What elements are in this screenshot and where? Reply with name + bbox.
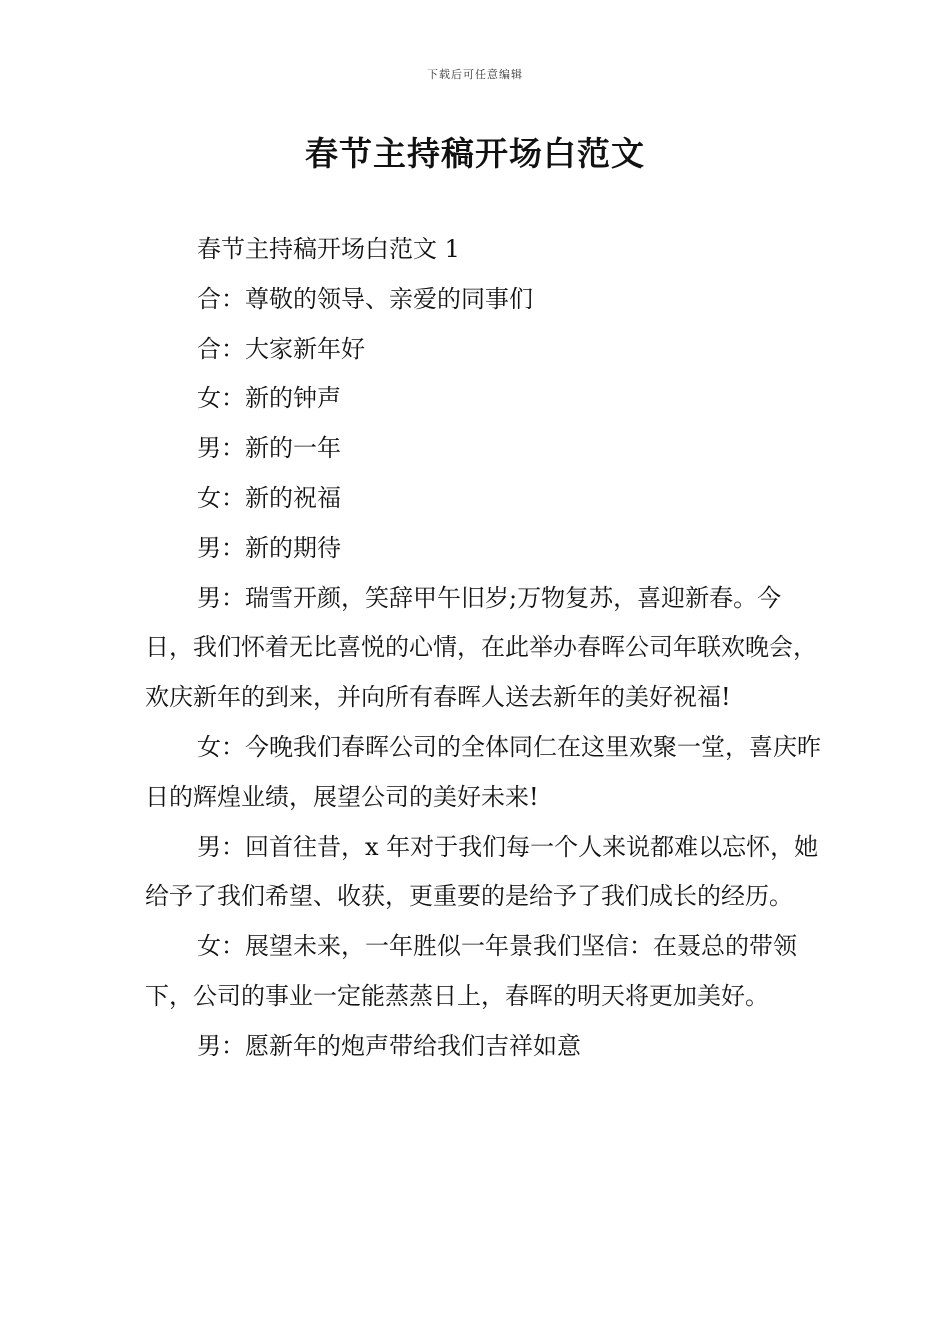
paragraph: 合：大家新年好: [197, 334, 365, 363]
paragraph-subtitle: 春节主持稿开场白范文 1: [197, 235, 460, 263]
paragraph: 男：新的一年: [197, 434, 341, 463]
paragraph: 女：新的钟声: [197, 384, 341, 413]
paragraph: 男：瑞雪开颜，笑辞甲午旧岁;万物复苏，喜迎新春。今日，我们怀着无比喜悦的心情，在此举办春晖公司年联欢晚会，欢庆新年的到来，并向所有春晖人送去新年的美好祝福!: [145, 583, 817, 712]
paragraph: 合：尊敬的领导、亲爱的同事们: [197, 284, 533, 313]
paragraph: 男：回首往昔，x 年对于我们每一个人来说都难以忘怀，她给予了我们希望、收获，更重要的是给予了我们成长的经历。: [145, 832, 819, 911]
header-note: 下载后可任意编辑: [427, 68, 523, 81]
paragraph: 男：新的期待: [197, 533, 341, 562]
paragraph: 女：新的祝福: [197, 483, 341, 512]
paragraph: 女：展望未来，一年胜似一年景我们坚信：在聂总的带领下，公司的事业一定能蒸蒸日上，春晖的明天将更加美好。: [145, 932, 797, 1010]
paragraph: 女：今晚我们春晖公司的全体同仁在这里欢聚一堂，喜庆昨日的辉煌业绩，展望公司的美好未来!: [145, 732, 821, 811]
document-title: 春节主持稿开场白范文: [305, 134, 645, 173]
document-body: [145, 225, 825, 1072]
paragraph: 男：愿新年的炮声带给我们吉祥如意: [197, 1031, 581, 1060]
